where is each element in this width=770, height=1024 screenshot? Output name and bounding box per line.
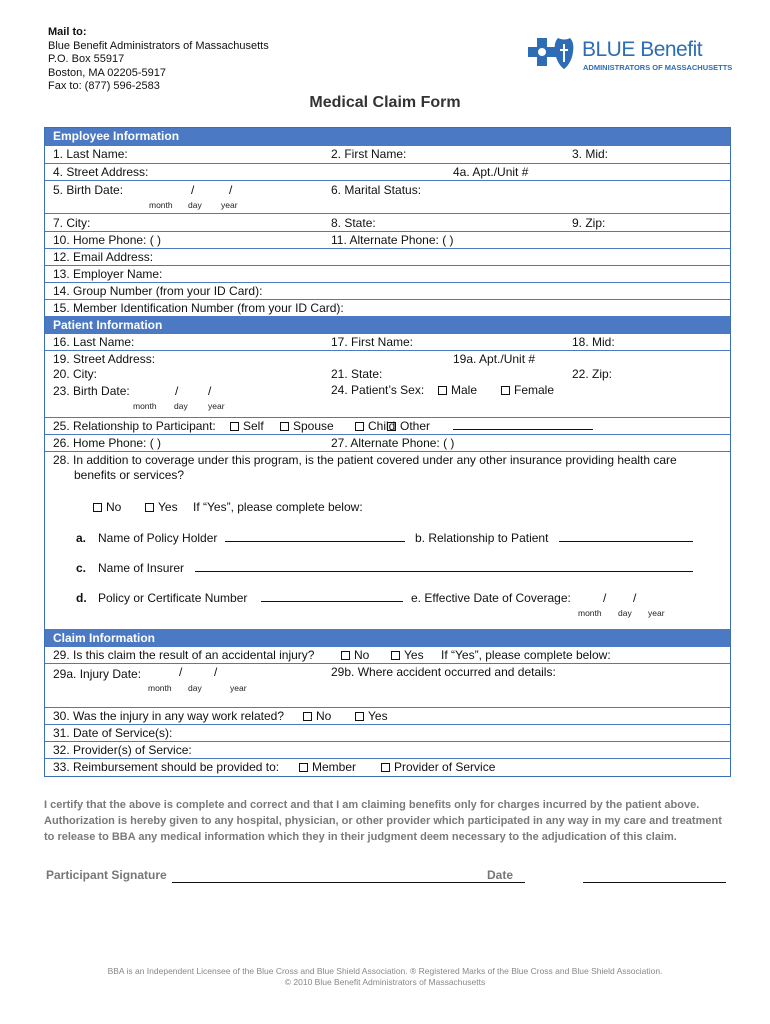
employer-row[interactable] xyxy=(45,265,730,282)
date-slash: / xyxy=(191,183,195,197)
day-caption: day xyxy=(188,200,202,210)
home-phone-label: 10. Home Phone: ( ) xyxy=(53,233,162,247)
relationship-row[interactable] xyxy=(45,417,730,434)
patient-street-label: 19. Street Address: xyxy=(53,352,156,366)
patient-state-label: 21. State: xyxy=(331,367,383,381)
male-option[interactable] xyxy=(438,383,477,397)
self-label: Self xyxy=(243,419,264,433)
male-checkbox[interactable] xyxy=(438,386,447,395)
policy-holder-label: Name of Policy Holder xyxy=(98,531,218,545)
child-label: Child xyxy=(368,419,396,433)
q29-row[interactable] xyxy=(45,646,730,663)
patient-sex-label: 24. Patient’s Sex: xyxy=(331,383,425,397)
q29-yes-label: Yes xyxy=(404,648,424,662)
street-label: 4. Street Address: xyxy=(53,165,149,179)
q28-no-checkbox[interactable] xyxy=(93,503,102,512)
alternate-phone-label: 11. Alternate Phone: ( ) xyxy=(331,233,454,247)
patient-birth-row[interactable] xyxy=(45,383,730,417)
patient-phone-row[interactable] xyxy=(45,434,730,451)
date-slash: / xyxy=(175,384,179,398)
member-label: Member xyxy=(312,760,357,774)
date-slash: / xyxy=(603,591,607,605)
blue-benefit-logo xyxy=(528,34,733,78)
q32-row[interactable] xyxy=(45,741,730,758)
policy-holder-line[interactable] xyxy=(225,532,405,542)
date-slash: / xyxy=(229,183,233,197)
date-slash: / xyxy=(633,591,637,605)
last-name-label: 1. Last Name: xyxy=(53,147,128,161)
insurer-line[interactable] xyxy=(195,562,693,572)
spouse-checkbox[interactable] xyxy=(280,422,289,431)
policy-number-label: Policy or Certificate Number xyxy=(98,591,248,605)
other-option[interactable] xyxy=(387,419,430,433)
patient-city-row[interactable] xyxy=(45,367,730,383)
patient-section-header: Patient Information xyxy=(45,316,730,333)
item-d-letter: d. xyxy=(76,591,87,605)
employee-section-header: Employee Information xyxy=(45,128,730,145)
certification-text: I certify that the above is complete and correct and that I am claiming benefits only for charges incurred by the patient above. Authorization is hereby given to any hospital, physician, or other provider which participated in any way in my care and treatment to release to BBA any medical information which they in their judgment deem necessary to the adjudication of this claim. xyxy=(44,799,722,843)
group-number-row[interactable] xyxy=(45,282,730,299)
patient-zip-label: 22. Zip: xyxy=(572,367,613,381)
month-caption: month xyxy=(148,683,172,693)
q30-row[interactable] xyxy=(45,707,730,724)
cross-shield-icon xyxy=(528,36,576,76)
q28-yes-checkbox[interactable] xyxy=(145,503,154,512)
q31-row[interactable] xyxy=(45,724,730,741)
logo-wordmark: BLUE Benefit xyxy=(582,38,703,61)
female-label: Female xyxy=(514,383,555,397)
mail-line: P.O. Box 55917 xyxy=(48,53,125,65)
date-slash: / xyxy=(179,665,183,679)
q29-if-yes: If “Yes”, please complete below: xyxy=(441,648,611,662)
accident-details-label: 29b. Where accident occurred and details: xyxy=(331,665,556,679)
spouse-option[interactable] xyxy=(280,419,334,433)
q30-yes-checkbox[interactable] xyxy=(355,712,364,721)
spouse-label: Spouse xyxy=(293,419,334,433)
female-checkbox[interactable] xyxy=(501,386,510,395)
child-checkbox[interactable] xyxy=(355,422,364,431)
mail-to-block xyxy=(48,26,269,94)
patient-apt-label: 19a. Apt./Unit # xyxy=(453,352,536,366)
patient-last-name-label: 16. Last Name: xyxy=(53,335,135,349)
provider-option[interactable] xyxy=(381,760,495,774)
member-option[interactable] xyxy=(299,760,356,774)
other-insurance-block xyxy=(45,451,730,629)
zip-label: 9. Zip: xyxy=(572,216,606,230)
q29-yes-option[interactable] xyxy=(391,648,424,662)
q28-yes-label: Yes xyxy=(158,500,178,514)
mid-label: 3. Mid: xyxy=(572,147,609,161)
date-label: Date xyxy=(487,868,514,882)
month-caption: month xyxy=(133,401,157,411)
apt-label: 4a. Apt./Unit # xyxy=(453,165,529,179)
state-label: 8. State: xyxy=(331,216,376,230)
patient-home-phone-label: 26. Home Phone: ( ) xyxy=(53,436,162,450)
footer-copyright: © 2010 Blue Benefit Administrators of Massachusetts xyxy=(284,977,486,987)
other-label: Other xyxy=(400,419,431,433)
q28-line2: benefits or services? xyxy=(74,468,185,482)
patient-city-label: 20. City: xyxy=(53,367,98,381)
mail-line: Boston, MA 02205-5917 xyxy=(48,66,167,79)
q31-label: 31. Date of Service(s): xyxy=(53,726,173,740)
email-row[interactable] xyxy=(45,248,730,265)
q32-label: 32. Provider(s) of Service: xyxy=(53,743,192,757)
birth-date-label: 5. Birth Date: xyxy=(53,183,124,197)
q30-yes-label: Yes xyxy=(368,709,388,723)
claim-section-header: Claim Information xyxy=(45,629,730,646)
year-caption: year xyxy=(648,608,665,618)
policy-number-line[interactable] xyxy=(261,592,403,602)
mail-line: Blue Benefit Administrators of Massachusetts xyxy=(48,39,269,52)
member-id-row[interactable] xyxy=(45,299,730,316)
q29-no-option[interactable] xyxy=(341,648,369,662)
q30-no-checkbox[interactable] xyxy=(303,712,312,721)
insurer-label: Name of Insurer xyxy=(98,561,185,575)
q29-no-checkbox[interactable] xyxy=(341,651,350,660)
employer-label: 13. Employer Name: xyxy=(53,267,163,281)
patient-address-row[interactable] xyxy=(45,350,730,367)
q30-label: 30. Was the injury in any way work related? xyxy=(53,709,284,723)
q28-yes-option[interactable] xyxy=(145,500,178,514)
item-c-letter: c. xyxy=(76,561,87,575)
footer-disclaimer: BBA is an Independent Licensee of the Blue Cross and Blue Shield Association. ® Registered Marks of the Blue Cross and Blue Shield Association. xyxy=(107,966,663,976)
patient-first-name-label: 17. First Name: xyxy=(331,335,414,349)
female-option[interactable] xyxy=(501,383,554,397)
year-caption: year xyxy=(230,683,247,693)
date-line[interactable] xyxy=(583,882,726,883)
relationship-to-patient-label: b. Relationship to Patient xyxy=(415,531,549,545)
marital-status-label: 6. Marital Status: xyxy=(331,183,422,197)
member-id-label: 15. Member Identification Number (from your ID Card): xyxy=(53,301,344,315)
mail-line: Fax to: (877) 596-2583 xyxy=(48,80,160,92)
q30-no-label: No xyxy=(316,709,332,723)
employee-birth-row[interactable] xyxy=(45,180,730,213)
q33-label: 33. Reimbursement should be provided to: xyxy=(53,760,280,774)
page-title: Medical Claim Form xyxy=(309,94,461,111)
relationship-to-patient-line[interactable] xyxy=(559,532,693,542)
q30-no-option[interactable] xyxy=(303,709,331,723)
patient-name-row[interactable] xyxy=(45,333,730,350)
month-caption: month xyxy=(578,608,602,618)
year-caption: year xyxy=(221,200,238,210)
self-option[interactable] xyxy=(230,419,264,433)
city-label: 7. City: xyxy=(53,216,91,230)
patient-mid-label: 18. Mid: xyxy=(572,335,615,349)
employee-phone-row[interactable] xyxy=(45,231,730,248)
day-caption: day xyxy=(188,683,202,693)
item-a-letter: a. xyxy=(76,531,87,545)
other-underline[interactable] xyxy=(453,420,593,430)
email-label: 12. Email Address: xyxy=(53,250,154,264)
month-caption: month xyxy=(149,200,173,210)
q28-line1: 28. In addition to coverage under this program, is the patient covered under any other insurance providing health care xyxy=(53,453,677,467)
q28-no-label: No xyxy=(106,500,122,514)
date-slash: / xyxy=(214,665,218,679)
claim-form xyxy=(44,127,731,777)
other-checkbox[interactable] xyxy=(387,422,396,431)
member-checkbox[interactable] xyxy=(299,763,308,772)
signature-line[interactable] xyxy=(172,882,525,883)
q28-no-option[interactable] xyxy=(93,500,121,514)
first-name-label: 2. First Name: xyxy=(331,147,407,161)
q28-if-yes: If “Yes”, please complete below: xyxy=(193,500,363,514)
q30-yes-option[interactable] xyxy=(355,709,388,723)
q33-row[interactable] xyxy=(45,758,730,776)
male-label: Male xyxy=(451,383,478,397)
participant-signature-label: Participant Signature xyxy=(46,868,167,882)
date-slash: / xyxy=(208,384,212,398)
provider-label: Provider of Service xyxy=(394,760,496,774)
group-number-label: 14. Group Number (from your ID Card): xyxy=(53,284,263,298)
self-checkbox[interactable] xyxy=(230,422,239,431)
relationship-label: 25. Relationship to Participant: xyxy=(53,419,216,433)
employee-address-row[interactable] xyxy=(45,163,730,180)
day-caption: day xyxy=(618,608,632,618)
year-caption: year xyxy=(208,401,225,411)
mail-to-heading: Mail to: xyxy=(48,26,87,38)
effective-date-label: e. Effective Date of Coverage: xyxy=(411,591,571,605)
employee-city-row[interactable] xyxy=(45,213,730,231)
employee-name-row[interactable] xyxy=(45,145,730,163)
footer xyxy=(0,966,770,988)
q29-no-label: No xyxy=(354,648,370,662)
patient-alt-phone-label: 27. Alternate Phone: ( ) xyxy=(331,436,455,450)
injury-date-label: 29a. Injury Date: xyxy=(53,667,142,681)
injury-row[interactable] xyxy=(45,663,730,707)
day-caption: day xyxy=(174,401,188,411)
q29-label: 29. Is this claim the result of an accidental injury? xyxy=(53,648,315,662)
q29-yes-checkbox[interactable] xyxy=(391,651,400,660)
patient-birth-label: 23. Birth Date: xyxy=(53,384,130,398)
logo-subtitle: ADMINISTRATORS OF MASSACHUSETTS xyxy=(583,63,733,72)
provider-checkbox[interactable] xyxy=(381,763,390,772)
